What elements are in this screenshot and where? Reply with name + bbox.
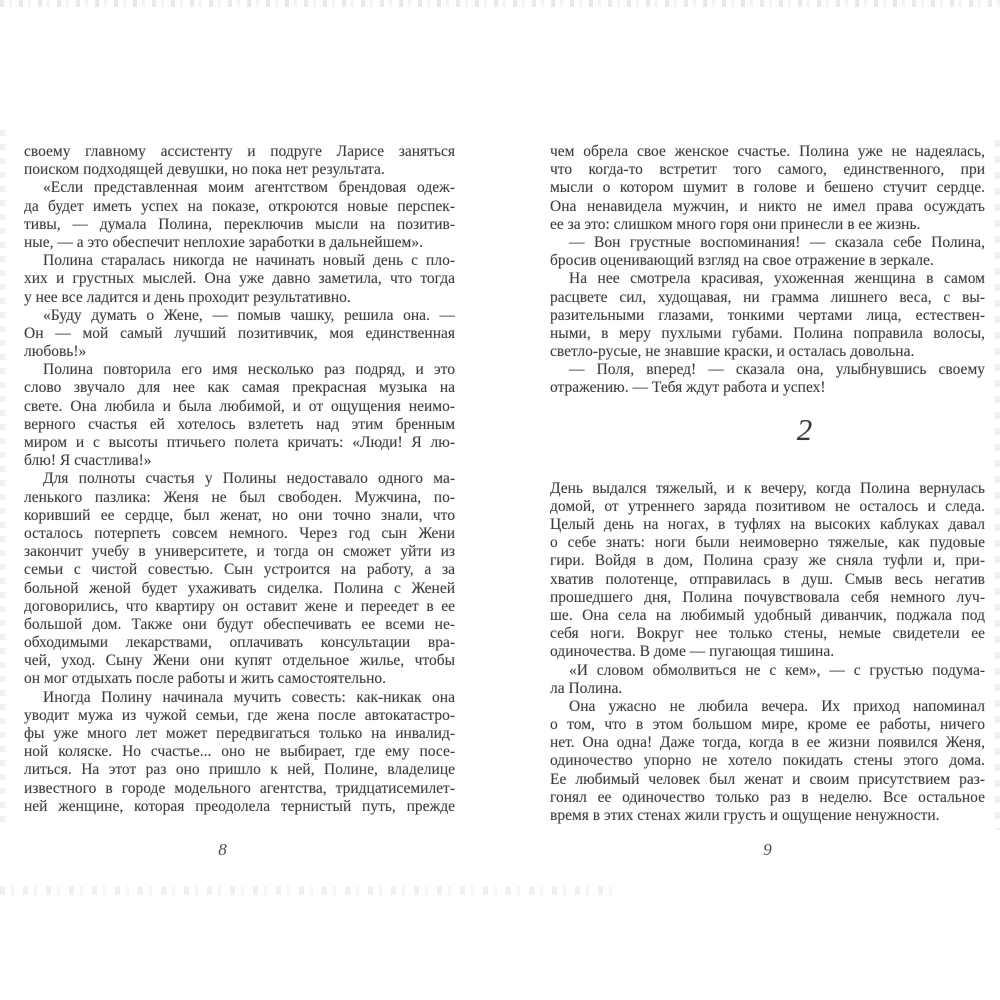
text-line: у нее все ладится и день проходит результативно.	[24, 288, 351, 306]
text-line: Она ненавидела мужчин, и никто не имел права осуждать	[550, 197, 985, 215]
text-line: миром и с высоты птичьего полета кричать: «Люди! Я лю-	[24, 434, 455, 451]
text-line: семьи с чистой совестью. Сын устроится на работу, а за	[24, 561, 455, 579]
text-line: о себе знать: ноги были неимоверно тяжелые, как пудовые	[550, 534, 985, 552]
text-line: «Если представленная моим агентством брендовая одеж-	[43, 179, 455, 197]
text-line: ной коляске. Но счастье... оно не выбирает, где ему посе-	[24, 743, 455, 761]
text-line: ней женщине, которая преодолела тернистый путь, прежде	[24, 797, 455, 815]
text-line: ее за это: слишком много горя они принесли в ее жизнь.	[550, 215, 921, 233]
scan-artifact-left	[0, 130, 5, 830]
text-line: хих и грустных мыслей. Она уже давно заметила, что тогда	[24, 270, 455, 288]
text-line: Он — мой самый лучший позитивчик, моя единственная	[24, 324, 455, 342]
text-line: время в этих стенах жили грусть и ощущение ненужности.	[550, 807, 940, 824]
text-line: прошедшего дня, Полина почувствовала себя немного луч-	[550, 588, 985, 606]
text-line: любовь!»	[24, 343, 87, 361]
text-line: нет. Она одна! Даже тогда, когда в ее жизни появился Женя,	[550, 734, 985, 752]
text-line: он мог отдыхать после работы и жить самостоятельно.	[24, 670, 386, 688]
text-line: известного в городе модельного агентства, тридцатисемилет-	[24, 779, 455, 797]
right-page-section-1	[550, 143, 985, 398]
text-line: «Буду думать о Жене, — помыв чашку, решила она. —	[43, 306, 455, 324]
text-line: осталось потерпеть совсем немного. Через год сын Жени	[24, 524, 455, 542]
text-line: большой дом. Также они будут обеспечивать ее всеми не-	[24, 615, 455, 633]
text-line: да будет иметь успех на показе, откроются новые перспек-	[24, 197, 455, 215]
text-line: — Поля, вперед! — сказала она, улыбнувшись своему	[569, 361, 985, 379]
chapter-heading: 2	[796, 411, 813, 447]
left-page-text	[24, 143, 455, 816]
text-line: — Вон грустные воспоминания! — сказала себе Полина,	[569, 233, 985, 251]
scan-artifact-right	[995, 140, 1000, 830]
text-line: фы уже много лет может передвигаться только на инвалид-	[24, 725, 455, 742]
text-line: договорились, что квартиру он оставит жене и переедет в ее	[24, 597, 455, 615]
text-line: уводит мужа из чужой семьи, где жена после автокатастро-	[24, 706, 455, 724]
text-line: ше. Она села на любимый удобный диванчик, поджала под	[550, 606, 985, 624]
text-line: Полина старалась никогда не начинать новый день с пло-	[43, 252, 455, 270]
text-line: что когда-то встретит того самого, единственного, при	[550, 161, 985, 179]
text-line: хватив полотенце, отправилась в душ. Смыв весь негатив	[550, 570, 985, 588]
text-line: тивы, — думала Полина, переключив мысли на позитив-	[24, 215, 455, 233]
text-line: слово звучало для нее как самая прекрасная музыка на	[24, 379, 455, 397]
text-line: мысли о котором шумит в голове и бешено стучит сердце.	[550, 179, 985, 197]
text-line: обходимыми лекарствами, оплачивать консультации вра-	[24, 634, 455, 652]
text-line: разительными глазами, тонкими чертами лица, естествен-	[550, 306, 985, 324]
text-line: Целый день на ногах, в туфлях на высоких каблуках давал	[550, 516, 985, 533]
text-line: Для полноты счастья у Полины недоставало одного ма-	[43, 470, 455, 488]
text-line: ные, — а это обеспечит неплохие заработки в дальнейшем».	[24, 233, 423, 251]
text-line: гири. Войдя в дом, Полина сразу же сняла туфли и, при-	[550, 552, 985, 570]
text-line: больной женой будет ухаживать сиделка. Полина с Женей	[24, 579, 455, 597]
text-line: гонял ее одиночество только раз в неделю. Все остальное	[550, 788, 985, 806]
text-line: ла Полина.	[550, 679, 623, 697]
text-line: «И словом обмолвиться не с кем», — с грустью подума-	[569, 661, 985, 679]
text-line: ленького пазлика: Женя не был свободен. Мужчина, по-	[24, 488, 455, 506]
text-line: коривший ее сердце, был женат, но они точно знали, что	[24, 506, 455, 524]
text-line: чем обрела свое женское счастье. Полина уже не надеялась,	[550, 143, 985, 160]
page-number-right: 9	[763, 840, 772, 859]
text-line: День выдался тяжелый, и к вечеру, когда Полина вернулась	[550, 479, 985, 497]
text-line: чей, уход. Сыну Жени они купят отдельное жилье, чтобы	[24, 652, 455, 670]
text-line: Ее любимый человек был женат и своим присутствием раз-	[550, 770, 985, 788]
scan-artifact-top	[0, 0, 1000, 7]
text-line: Она ужасно не любила вечера. Их приход напоминал	[569, 697, 985, 715]
right-page-text	[550, 143, 985, 825]
text-line: расцвете сил, худощавая, ни грамма лишнего веса, с вы-	[550, 288, 985, 306]
text-line: себя ноги. Вокруг нее только стены, немые свидетели ее	[550, 625, 985, 643]
text-line: своему главному ассистенту и подруге Ларисе заняться	[24, 143, 455, 160]
text-line: одиночества. В доме — пугающая тишина.	[550, 643, 835, 661]
right-page-section-2	[550, 480, 985, 826]
page-number-left: 8	[218, 840, 227, 859]
text-line: бросив оценивающий взгляд на свое отражение в зеркале.	[550, 252, 934, 270]
text-line: Иногда Полину начинала мучить совесть: как-никак она	[43, 688, 455, 706]
text-line: закончит учебу в университете, и тогда он сможет уйти из	[24, 543, 455, 561]
text-line: отражению. — Тебя ждут работа и успех!	[550, 379, 826, 397]
scan-artifact-bottom	[0, 886, 620, 895]
text-line: поиском подходящей девушки, но пока нет результата.	[24, 161, 385, 179]
text-line: о том, что в этом большом мире, кроме ее работы, ничего	[550, 716, 985, 734]
text-line: светло-русые, не знавшие краски, и осталась довольна.	[550, 343, 915, 361]
text-line: литься. На этот раз оно пришло к ней, Полине, владелице	[24, 761, 455, 779]
text-line: одиночество упорно не хотело покидать стены этого дома.	[550, 752, 985, 770]
text-line: блю! Я счастлива!»	[24, 452, 152, 470]
text-line: верного счастья ей хотелось взлететь над этим бренным	[24, 415, 455, 433]
text-line: ными, в меру пухлыми губами. Полина поправила волосы,	[550, 324, 985, 342]
text-line: домой, от утреннего заряда позитивом не осталось и следа.	[550, 497, 985, 515]
text-line: На нее смотрела красивая, ухоженная женщина в самом	[569, 270, 985, 288]
text-line: свете. Она любила и была любимой, и от ощущения неимо-	[24, 397, 455, 415]
text-line: Полина повторила его имя несколько раз подряд, и это	[43, 361, 455, 379]
